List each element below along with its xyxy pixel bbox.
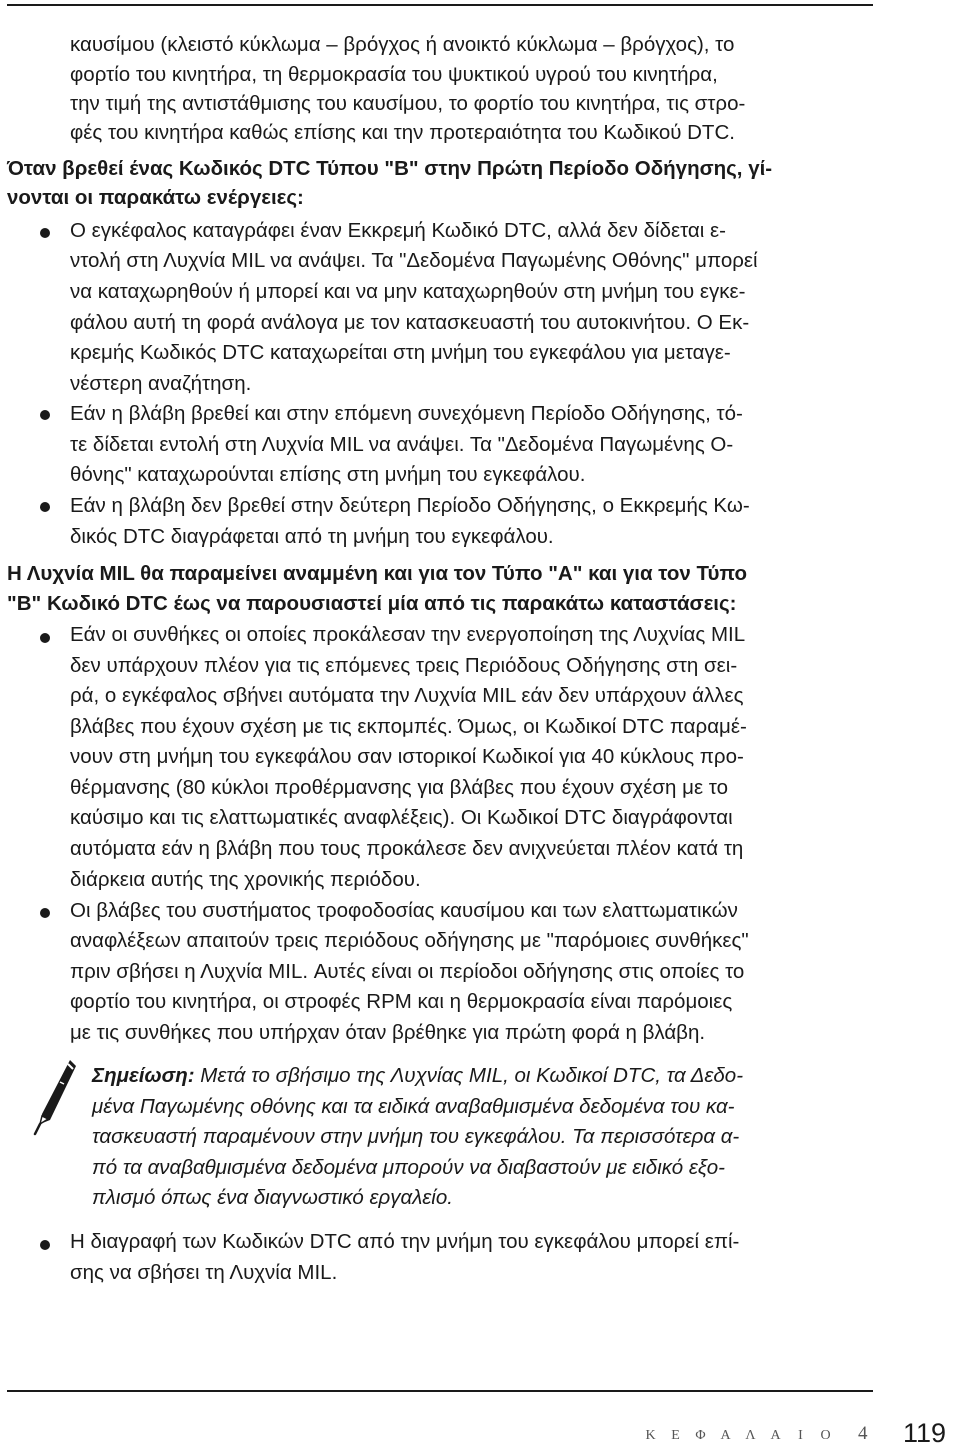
note-line: τασκευαστή παραμένουν στην μνήμη του εγκεφάλου. Τα περισσότερα α- [92,1125,740,1148]
note-line: πό τα αναβαθμισμένα δεδομένα μπορούν να διαβαστούν με ειδικό εξο- [92,1156,725,1179]
bullet-text: θέρμανσης (80 κύκλοι προθέρμανσης για βλάβες που έχουν σχέση με το [70,776,728,799]
bullet-dot [40,502,50,512]
section-heading: "B" Κωδικό DTC έως να παρουσιαστεί μία από τις παρακάτω καταστάσεις: [7,592,737,615]
bullet-text: καύσιμο και τις ελαττωματικές αναφλέξεις). Οι Κωδικοί DTC διαγράφονται [70,806,733,829]
top-rule [7,4,873,6]
chapter-letter: Ο [820,1428,831,1443]
bullet-dot [40,410,50,420]
bullet-text: δικός DTC διαγράφεται από τη μνήμη του εγκεφάλου. [70,525,554,548]
chapter-label [638,1428,838,1444]
bullet-text: πριν σβήσει η Λυχνία MIL. Αυτές είναι οι περίοδοι οδήγησης στις οποίες το [70,960,745,983]
bullet-text: αναφλέξεων απαιτούν τρεις περιόδους οδήγησης με "παρόμοιες συνθήκες" [70,929,749,952]
chapter-letter: Ι [798,1428,803,1443]
note-label: Σημείωση: [92,1064,195,1087]
bullet-text: ρά, ο εγκέφαλος σβήνει αυτόματα την Λυχνία MIL εάν δεν υπάρχουν άλλες [70,684,744,707]
section-heading: Όταν βρεθεί ένας Κωδικός DTC Τύπου "B" στην Πρώτη Περίοδο Οδήγησης, γί- [7,157,773,180]
bullet-text: φορτίο του κινητήρα, οι στροφές RPM και η θερμοκρασία είναι παρόμοιες [70,990,733,1013]
bullet-dot [40,228,50,238]
bullet-dot [40,1240,50,1250]
bullet-text: διάρκεια αυτής της χρονικής περιόδου. [70,868,421,891]
bullet-text: Εάν η βλάβη βρεθεί και στην επόμενη συνεχόμενη Περίοδο Οδήγησης, τό- [70,402,743,425]
chapter-number: 4 [858,1423,868,1444]
bullet-text: φάλου αυτή τη φορά ανάλογα με τον κατασκευαστή του αυτοκινήτου. Ο Εκ- [70,311,750,334]
bullet-text: να καταχωρηθούν ή μπορεί και να μην καταχωρηθούν στη μνήμη του εγκε- [70,280,746,303]
intro-line: καυσίμου (κλειστό κύκλωμα – βρόγχος ή ανοικτό κύκλωμα – βρόγχος), το [70,33,735,56]
note-line: μένα Παγωμένης οθόνης και τα ειδικά αναβαθμισμένα δεδομένα του κα- [92,1095,735,1118]
bullet-text: βλάβες που έχουν σχέση με τις εκπομπές. Όμως, οι Κωδικοί DTC παραμέ- [70,715,747,738]
note-line: πλισμό όπως ένα διαγνωστικό εργαλείο. [92,1186,453,1209]
intro-line: την τιμή της αντιστάθμισης του καυσίμου, το φορτίο του κινητήρα, τις στρο- [70,92,746,115]
bullet-text: τε δίδεται εντολή στη Λυχνία MIL να ανάψει. Τα "Δεδομένα Παγωμένης Ο- [70,433,734,456]
bullet-text: Εάν η βλάβη δεν βρεθεί στην δεύτερη Περίοδο Οδήγησης, ο Εκκρεμής Κω- [70,494,750,517]
note-line [92,1064,743,1088]
bullet-text: Εάν οι συνθήκες οι οποίες προκάλεσαν την ενεργοποίηση της Λυχνίας MIL [70,623,746,646]
note-text: Μετά το σβήσιμο της Λυχνίας MIL, οι Κωδικοί DTC, τα Δεδο- [194,1064,744,1087]
section-heading: νονται οι παρακάτω ενέργειες: [7,186,304,209]
section-heading: Η Λυχνία MIL θα παραμείνει αναμμένη και για τον Τύπο "A" και για τον Τύπο [7,562,748,585]
chapter-letter: Κ [645,1428,656,1443]
bullet-text: θόνης" καταχωρούνται επίσης στη μνήμη του εγκεφάλου. [70,463,586,486]
intro-line: φές του κινητήρα καθώς επίσης και την προτεραιότητα του Κωδικού DTC. [70,121,735,144]
bullet-text: νουν στη μνήμη του εγκεφάλου σαν ιστορικοί Κωδικοί για 40 κύκλους προ- [70,745,744,768]
bullet-text: Η διαγραφή των Κωδικών DTC από την μνήμη του εγκεφάλου μπορεί επί- [70,1230,740,1253]
chapter-letter: Ε [671,1428,680,1443]
bullet-text: ντολή στη Λυχνία MIL να ανάψει. Τα "Δεδομένα Παγωμένης Οθόνης" μπορεί [70,249,758,272]
bullet-text: κρεμής Κωδικός DTC καταχωρείται στη μνήμη του εγκεφάλου για μεταγε- [70,341,731,364]
bullet-text: Ο εγκέφαλος καταγράφει έναν Εκκρεμή Κωδικό DTC, αλλά δεν δίδεται ε- [70,219,726,242]
page-number: 119 [903,1418,947,1448]
intro-line: φορτίο του κινητήρα, τη θερμοκρασία του ψυκτικού υγρού του κινητήρα, [70,63,718,86]
bullet-text: αυτόματα εάν η βλάβη που τους προκάλεσε δεν ανιχνεύεται πλέον κατά τη [70,837,744,860]
bullet-text: νέστερη αναζήτηση. [70,372,252,395]
bullet-dot [40,908,50,918]
chapter-letter: Φ [695,1428,706,1443]
bottom-rule [7,1390,873,1392]
chapter-letter: Λ [745,1428,756,1443]
bullet-text: Οι βλάβες του συστήματος τροφοδοσίας καυσίμου και των ελαττωματικών [70,899,738,922]
pen-icon [30,1058,80,1138]
bullet-text: με τις συνθήκες που υπήρχαν όταν βρέθηκε για πρώτη φορά η βλάβη. [70,1021,706,1044]
bullet-dot [40,633,50,643]
bullet-text: σης να σβήσει τη Λυχνία MIL. [70,1261,338,1284]
chapter-letter: Α [770,1428,781,1443]
chapter-letter: Α [720,1428,731,1443]
bullet-text: δεν υπάρχουν πλέον για τις επόμενες τρεις Περιόδους Οδήγησης στη σει- [70,654,738,677]
